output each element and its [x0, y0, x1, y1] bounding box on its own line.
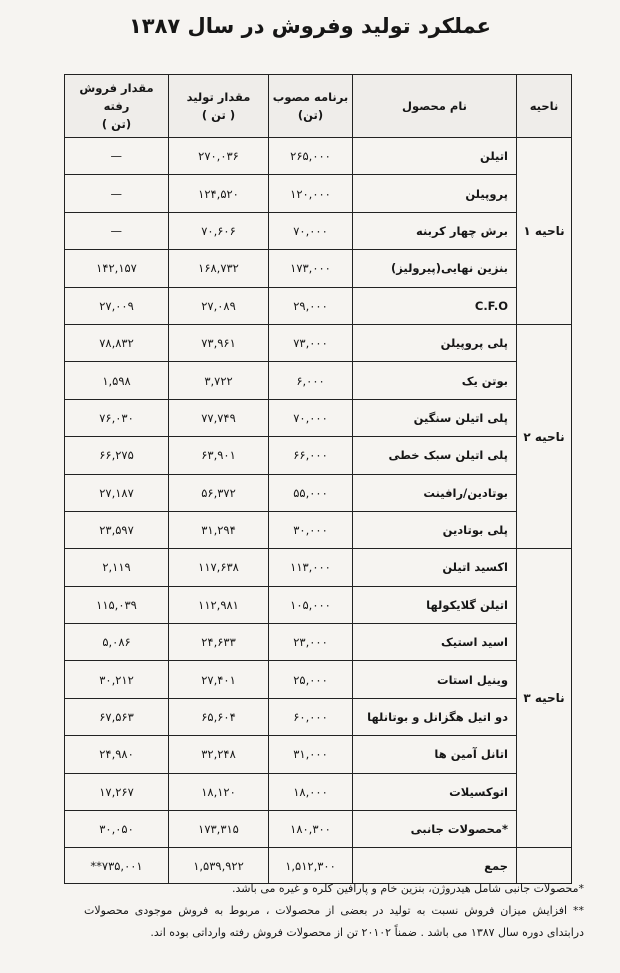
- footnote: *محصولات جانبی شامل هیدروژن، بنزین خام و پارافین کلره و غیره می باشد.: [231, 882, 584, 895]
- production-cell: ۷۳,۹۶۱: [169, 324, 269, 361]
- table-row: [65, 736, 572, 773]
- total-sales: ۷۳۵,۰۰۱**: [65, 848, 169, 884]
- sales-cell: —: [65, 175, 169, 212]
- table-row: [65, 773, 572, 810]
- table-row: [65, 362, 572, 399]
- product-cell: بنزین نهایی(پیرولیز): [353, 250, 517, 287]
- planned-cell: ۳۰,۰۰۰: [269, 511, 353, 548]
- table-row: [65, 212, 572, 249]
- planned-cell: ۱۸,۰۰۰: [269, 773, 353, 810]
- table-row: [65, 511, 572, 548]
- region-cell: ناحیه ۳: [517, 549, 572, 848]
- total-production: ۱,۵۳۹,۹۲۲: [169, 848, 269, 884]
- product-cell: برش چهار کربنه: [353, 212, 517, 249]
- table-row: [65, 287, 572, 324]
- production-cell: ۷۷,۷۴۹: [169, 399, 269, 436]
- production-cell: ۲۷,۴۰۱: [169, 661, 269, 698]
- sales-cell: —: [65, 138, 169, 175]
- header-region: ناحیه: [517, 75, 572, 138]
- header-production: مقدار تولید ( تن ): [169, 75, 269, 138]
- product-cell: اتوکسیلات: [353, 773, 517, 810]
- planned-cell: ۶۶,۰۰۰: [269, 437, 353, 474]
- table-header-row: [65, 75, 572, 138]
- region-cell: ناحیه ۱: [517, 138, 572, 325]
- production-cell: ۲۴,۶۳۳: [169, 624, 269, 661]
- production-cell: ۲۷,۰۸۹: [169, 287, 269, 324]
- page-title: عملکرد تولید وفروش در سال ۱۳۸۷: [128, 14, 492, 38]
- planned-cell: ۱۸۰,۳۰۰: [269, 811, 353, 848]
- production-cell: ۷۰,۶۰۶: [169, 212, 269, 249]
- product-cell: پروپیلن: [353, 175, 517, 212]
- product-cell: دو اتیل هگزانل و بوتانلها: [353, 698, 517, 735]
- planned-cell: ۶,۰۰۰: [269, 362, 353, 399]
- table-row: [65, 624, 572, 661]
- sales-cell: —: [65, 212, 169, 249]
- production-cell: ۶۳,۹۰۱: [169, 437, 269, 474]
- table-row: [65, 399, 572, 436]
- product-cell: اسید استیک: [353, 624, 517, 661]
- table-row: [65, 250, 572, 287]
- planned-cell: ۱۱۳,۰۰۰: [269, 549, 353, 586]
- table-body: [65, 138, 572, 884]
- sales-cell: ۱۴۲,۱۵۷: [65, 250, 169, 287]
- sales-cell: ۶۶,۲۷۵: [65, 437, 169, 474]
- product-cell: اکسید اتیلن: [353, 549, 517, 586]
- header-sales: مقدار فروش رفته (تن ): [65, 75, 169, 138]
- table-row: [65, 661, 572, 698]
- planned-cell: ۲۳,۰۰۰: [269, 624, 353, 661]
- production-cell: ۶۵,۶۰۴: [169, 698, 269, 735]
- planned-cell: ۳۱,۰۰۰: [269, 736, 353, 773]
- sales-cell: ۲,۱۱۹: [65, 549, 169, 586]
- product-cell: اتیلن گلایکولها: [353, 586, 517, 623]
- production-cell: ۱۲۴,۵۲۰: [169, 175, 269, 212]
- footnotes: [84, 878, 584, 944]
- sales-cell: ۷۸,۸۳۲: [65, 324, 169, 361]
- sales-cell: ۲۷,۰۰۹: [65, 287, 169, 324]
- product-cell: *محصولات جانبی: [353, 811, 517, 848]
- planned-cell: ۲۵,۰۰۰: [269, 661, 353, 698]
- header-product: نام محصول: [353, 75, 517, 138]
- product-cell: C.F.O: [353, 287, 517, 324]
- sales-cell: ۳۰,۲۱۲: [65, 661, 169, 698]
- sales-cell: ۱,۵۹۸: [65, 362, 169, 399]
- product-cell: اتانل آمین ها: [353, 736, 517, 773]
- product-cell: بوتادین/رافینت: [353, 474, 517, 511]
- table-row: [65, 175, 572, 212]
- production-cell: ۳,۷۲۲: [169, 362, 269, 399]
- sales-cell: ۵,۰۸۶: [65, 624, 169, 661]
- planned-cell: ۲۹,۰۰۰: [269, 287, 353, 324]
- table-row: [65, 811, 572, 848]
- footnote: ** افزایش میزان فروش نسبت به تولید در بعضی از محصولات ، مربوط به فروش موجودی محصولات درابتدای دوره سال ۱۳۸۷ می باشد . ضمناً ۲۰۱۰۲ تن از محصولات فروش رفته وارداتی بوده اند.: [84, 904, 584, 939]
- sales-cell: ۱۷,۲۶۷: [65, 773, 169, 810]
- planned-cell: ۷۰,۰۰۰: [269, 399, 353, 436]
- product-cell: بوتن یک: [353, 362, 517, 399]
- planned-cell: ۶۰,۰۰۰: [269, 698, 353, 735]
- table-row: [65, 549, 572, 586]
- sales-cell: ۶۷,۵۶۳: [65, 698, 169, 735]
- table-row: [65, 586, 572, 623]
- planned-cell: ۷۳,۰۰۰: [269, 324, 353, 361]
- planned-cell: ۷۰,۰۰۰: [269, 212, 353, 249]
- production-cell: ۱۸,۱۲۰: [169, 773, 269, 810]
- planned-cell: ۱۲۰,۰۰۰: [269, 175, 353, 212]
- product-cell: پلی اتیلن سنگین: [353, 399, 517, 436]
- total-label: جمع: [353, 848, 517, 884]
- product-cell: پلی بوتادین: [353, 511, 517, 548]
- product-cell: وینیل استات: [353, 661, 517, 698]
- region-cell: ناحیه ۲: [517, 324, 572, 548]
- production-sales-table: [64, 74, 572, 884]
- planned-cell: ۱۷۳,۰۰۰: [269, 250, 353, 287]
- sales-cell: ۱۱۵,۰۳۹: [65, 586, 169, 623]
- sales-cell: ۷۶,۰۳۰: [65, 399, 169, 436]
- production-cell: ۱۷۳,۳۱۵: [169, 811, 269, 848]
- production-cell: ۱۱۷,۶۳۸: [169, 549, 269, 586]
- table-row: [65, 698, 572, 735]
- production-cell: ۳۲,۲۴۸: [169, 736, 269, 773]
- product-cell: اتیلن: [353, 138, 517, 175]
- production-cell: ۳۱,۲۹۴: [169, 511, 269, 548]
- sales-cell: ۲۳,۵۹۷: [65, 511, 169, 548]
- table-row: [65, 437, 572, 474]
- production-cell: ۱۱۲,۹۸۱: [169, 586, 269, 623]
- table-row: [65, 324, 572, 361]
- sales-cell: ۳۰,۰۵۰: [65, 811, 169, 848]
- sales-cell: ۲۴,۹۸۰: [65, 736, 169, 773]
- total-planned: ۱,۵۱۲,۳۰۰: [269, 848, 353, 884]
- production-cell: ۵۶,۳۷۲: [169, 474, 269, 511]
- table-row: [65, 138, 572, 175]
- product-cell: پلی اتیلن سبک خطی: [353, 437, 517, 474]
- header-planned: برنامه مصوب (تن): [269, 75, 353, 138]
- production-cell: ۲۷۰,۰۳۶: [169, 138, 269, 175]
- production-cell: ۱۶۸,۷۳۲: [169, 250, 269, 287]
- planned-cell: ۵۵,۰۰۰: [269, 474, 353, 511]
- product-cell: پلی پروپیلن: [353, 324, 517, 361]
- sales-cell: ۲۷,۱۸۷: [65, 474, 169, 511]
- planned-cell: ۲۶۵,۰۰۰: [269, 138, 353, 175]
- planned-cell: ۱۰۵,۰۰۰: [269, 586, 353, 623]
- table-row: [65, 474, 572, 511]
